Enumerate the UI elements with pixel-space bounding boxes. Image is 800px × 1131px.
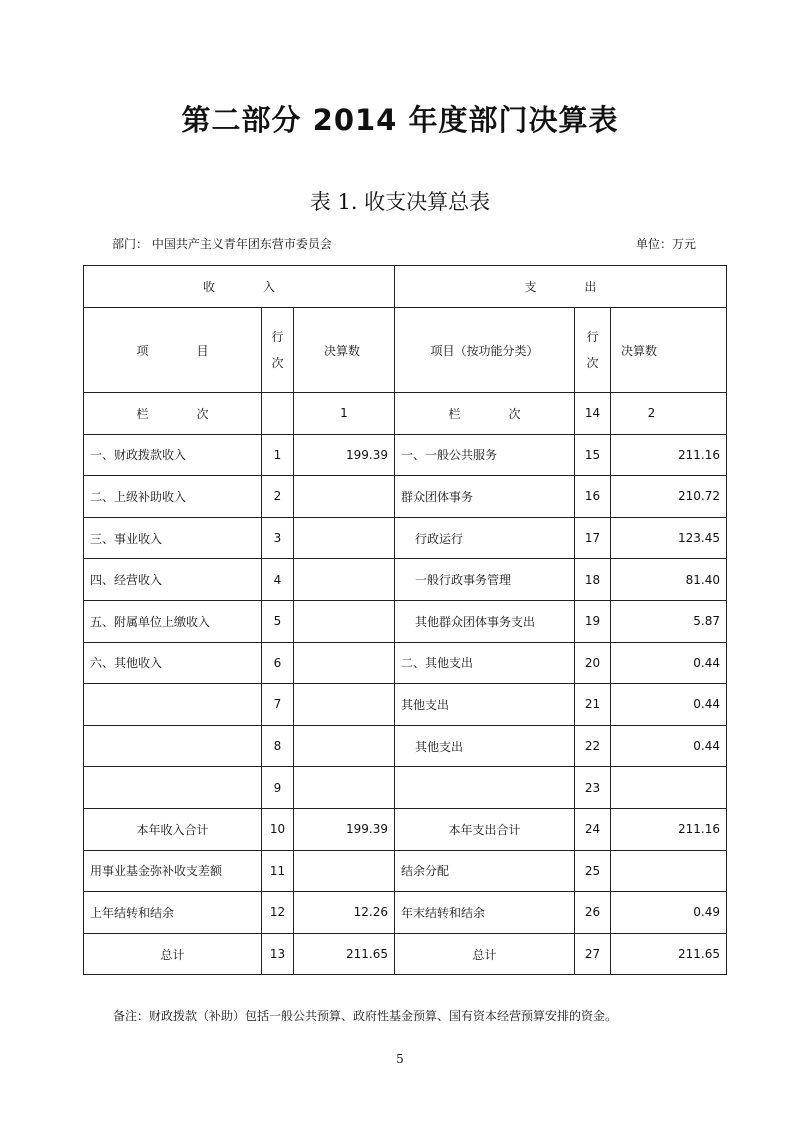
expense-line: 27 bbox=[575, 933, 611, 975]
expense-line: 26 bbox=[575, 892, 611, 934]
income-line: 11 bbox=[262, 850, 294, 892]
expense-item: 结余分配 bbox=[395, 850, 575, 892]
table-row bbox=[84, 559, 727, 601]
income-amount bbox=[294, 600, 395, 642]
expense-amount bbox=[611, 850, 727, 892]
expense-line: 17 bbox=[575, 517, 611, 559]
income-item bbox=[84, 684, 262, 726]
expense-item: 群众团体事务 bbox=[395, 476, 575, 518]
expense-amount: 211.65 bbox=[611, 933, 727, 975]
expense-amount: 0.44 bbox=[611, 684, 727, 726]
expense-line: 15 bbox=[575, 434, 611, 476]
income-amount bbox=[294, 642, 395, 684]
expense-item: 其他支出 bbox=[395, 684, 575, 726]
income-line: 13 bbox=[262, 933, 294, 975]
income-line: 8 bbox=[262, 725, 294, 767]
income-amount bbox=[294, 725, 395, 767]
income-amount bbox=[294, 517, 395, 559]
col-expense-line: 行 次 bbox=[575, 308, 611, 393]
income-item: 三、事业收入 bbox=[84, 517, 262, 559]
income-item: 五、附属单位上缴收入 bbox=[84, 600, 262, 642]
expense-amount: 211.16 bbox=[611, 434, 727, 476]
table-row bbox=[84, 642, 727, 684]
expense-lanci-line: 14 bbox=[575, 393, 611, 435]
expense-item: 本年支出合计 bbox=[395, 808, 575, 850]
income-line: 2 bbox=[262, 476, 294, 518]
expense-line: 16 bbox=[575, 476, 611, 518]
col-expense-amount: 决算数 bbox=[611, 308, 727, 393]
income-amount bbox=[294, 476, 395, 518]
table-row bbox=[84, 434, 727, 476]
column-number-row bbox=[84, 393, 727, 435]
expense-item: 行政运行 bbox=[395, 517, 575, 559]
expense-line: 18 bbox=[575, 559, 611, 601]
income-amount: 199.39 bbox=[294, 434, 395, 476]
income-col-number: 1 bbox=[294, 393, 395, 435]
income-amount: 199.39 bbox=[294, 808, 395, 850]
expense-item: 一般行政事务管理 bbox=[395, 559, 575, 601]
expense-line: 22 bbox=[575, 725, 611, 767]
income-item: 用事业基金弥补收支差额 bbox=[84, 850, 262, 892]
expense-line: 19 bbox=[575, 600, 611, 642]
col-income-line: 行 次 bbox=[262, 308, 294, 393]
income-item: 一、财政拨款收入 bbox=[84, 434, 262, 476]
income-line: 6 bbox=[262, 642, 294, 684]
income-line: 12 bbox=[262, 892, 294, 934]
income-amount bbox=[294, 559, 395, 601]
table-row bbox=[84, 684, 727, 726]
expense-item: 年末结转和结余 bbox=[395, 892, 575, 934]
expense-item: 总计 bbox=[395, 933, 575, 975]
income-lanci-line bbox=[262, 393, 294, 435]
expense-amount: 81.40 bbox=[611, 559, 727, 601]
expense-line: 23 bbox=[575, 767, 611, 809]
expense-amount: 5.87 bbox=[611, 600, 727, 642]
expense-amount: 211.16 bbox=[611, 808, 727, 850]
expense-line: 24 bbox=[575, 808, 611, 850]
table-row bbox=[84, 767, 727, 809]
expense-line: 25 bbox=[575, 850, 611, 892]
table-row bbox=[84, 725, 727, 767]
expense-item: 其他群众团体事务支出 bbox=[395, 600, 575, 642]
income-item: 六、其他收入 bbox=[84, 642, 262, 684]
expense-item: 其他支出 bbox=[395, 725, 575, 767]
expense-amount: 0.44 bbox=[611, 725, 727, 767]
expense-col-number: 2 bbox=[611, 393, 727, 435]
table-row bbox=[84, 892, 727, 934]
income-lanci: 栏 次 bbox=[84, 393, 262, 435]
income-item: 上年结转和结余 bbox=[84, 892, 262, 934]
expense-amount bbox=[611, 767, 727, 809]
income-amount: 211.65 bbox=[294, 933, 395, 975]
budget-summary-table bbox=[83, 265, 727, 975]
income-amount bbox=[294, 767, 395, 809]
income-line: 5 bbox=[262, 600, 294, 642]
income-item: 本年收入合计 bbox=[84, 808, 262, 850]
income-line: 4 bbox=[262, 559, 294, 601]
department-label: 部门： 中国共产主义青年团东营市委员会 bbox=[112, 237, 332, 251]
expense-item: 一、一般公共服务 bbox=[395, 434, 575, 476]
expense-amount: 0.44 bbox=[611, 642, 727, 684]
table-row bbox=[84, 600, 727, 642]
col-expense-item: 项目（按功能分类） bbox=[395, 308, 575, 393]
income-item bbox=[84, 725, 262, 767]
expense-item bbox=[395, 767, 575, 809]
unit-label: 单位：万元 bbox=[635, 237, 696, 251]
expense-amount: 210.72 bbox=[611, 476, 727, 518]
income-item: 四、经营收入 bbox=[84, 559, 262, 601]
income-line: 7 bbox=[262, 684, 294, 726]
expense-header: 支 出 bbox=[395, 266, 727, 308]
table-row bbox=[84, 850, 727, 892]
page-title: 第二部分 2014 年度部门决算表 bbox=[181, 103, 619, 137]
table-row bbox=[84, 808, 727, 850]
footnote: 备注：财政拨款（补助）包括一般公共预算、政府性基金预算、国有资本经营预算安排的资金。 bbox=[113, 1009, 618, 1023]
income-amount bbox=[294, 850, 395, 892]
income-line: 10 bbox=[262, 808, 294, 850]
expense-amount: 0.49 bbox=[611, 892, 727, 934]
section-header-row bbox=[84, 266, 727, 308]
income-item bbox=[84, 767, 262, 809]
income-item: 总计 bbox=[84, 933, 262, 975]
expense-line: 20 bbox=[575, 642, 611, 684]
income-line: 3 bbox=[262, 517, 294, 559]
income-header: 收 入 bbox=[84, 266, 395, 308]
expense-amount: 123.45 bbox=[611, 517, 727, 559]
table-row bbox=[84, 476, 727, 518]
page-number: 5 bbox=[396, 1052, 404, 1066]
income-item: 二、上级补助收入 bbox=[84, 476, 262, 518]
col-income-item: 项 目 bbox=[84, 308, 262, 393]
table-row bbox=[84, 517, 727, 559]
table-title: 表 1. 收支决算总表 bbox=[309, 190, 491, 214]
income-amount: 12.26 bbox=[294, 892, 395, 934]
income-amount bbox=[294, 684, 395, 726]
column-header-row bbox=[84, 308, 727, 393]
expense-item: 二、其他支出 bbox=[395, 642, 575, 684]
income-line: 9 bbox=[262, 767, 294, 809]
income-line: 1 bbox=[262, 434, 294, 476]
table-row bbox=[84, 933, 727, 975]
col-income-amount: 决算数 bbox=[294, 308, 395, 393]
expense-line: 21 bbox=[575, 684, 611, 726]
expense-lanci: 栏 次 bbox=[395, 393, 575, 435]
